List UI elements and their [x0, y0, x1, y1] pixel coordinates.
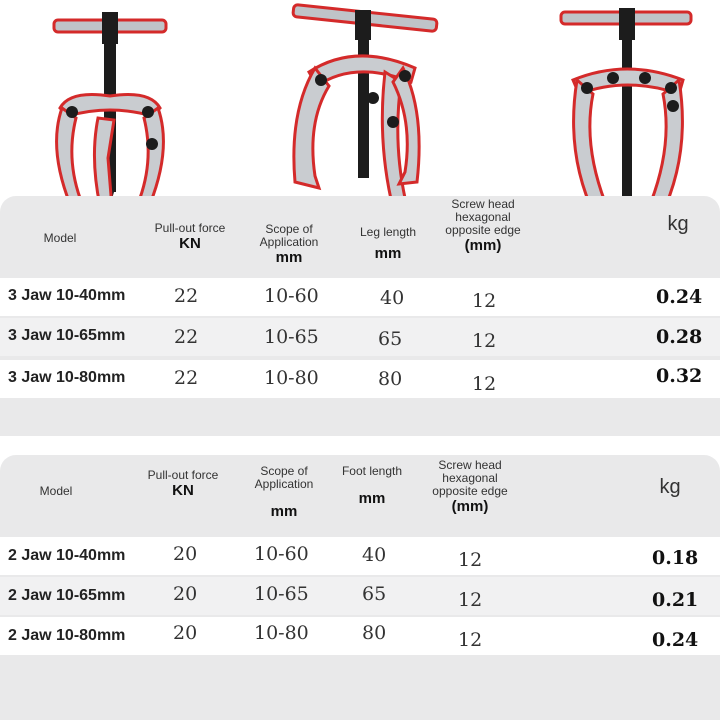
- table-row: [0, 617, 720, 655]
- header-scope: Scope of Application mm: [259, 222, 319, 266]
- row-force: 20: [173, 583, 198, 605]
- header-weight: kg: [667, 213, 689, 235]
- table-row: [0, 318, 720, 356]
- row-screw: 12: [458, 629, 483, 651]
- table-row: [0, 537, 720, 575]
- row-force: 22: [174, 326, 199, 348]
- header-screw-head: Screw head hexagonal opposite edge (mm): [432, 458, 508, 515]
- row-force: 22: [174, 285, 199, 307]
- row-weight: 0.32: [656, 365, 703, 387]
- row-weight: 0.24: [652, 629, 699, 651]
- product-images: [0, 0, 720, 215]
- header-model: Model: [43, 231, 77, 245]
- header-model: Model: [39, 484, 73, 498]
- row-leg: 40: [362, 544, 387, 566]
- row-scope: 10-80: [254, 622, 309, 644]
- row-scope: 10-60: [264, 285, 319, 307]
- three-jaw-spec-table: [0, 196, 720, 436]
- row-model: 2 Jaw 10-65mm: [8, 587, 126, 604]
- row-scope: 10-65: [264, 326, 319, 348]
- header-screw-head: Screw head hexagonal opposite edge (mm): [445, 197, 521, 254]
- row-model: 3 Jaw 10-80mm: [8, 369, 126, 386]
- row-model: 2 Jaw 10-80mm: [8, 627, 126, 644]
- table-row: [0, 360, 720, 398]
- row-screw: 12: [458, 549, 483, 571]
- row-leg: 65: [378, 328, 403, 350]
- three-jaw-puller-large-image: [555, 4, 705, 219]
- row-force: 22: [174, 367, 199, 389]
- row-model: 3 Jaw 10-65mm: [8, 327, 126, 344]
- header-scope: Scope of Application mm: [254, 464, 314, 520]
- row-leg: 65: [362, 583, 387, 605]
- row-leg: 80: [362, 622, 387, 644]
- row-force: 20: [173, 543, 198, 565]
- row-weight: 0.18: [652, 547, 699, 569]
- two-jaw-spec-table: [0, 455, 720, 720]
- row-screw: 12: [472, 290, 497, 312]
- row-scope: 10-80: [264, 367, 319, 389]
- row-force: 20: [173, 622, 198, 644]
- header-leg-length: Leg length mm: [359, 225, 417, 262]
- row-weight: 0.28: [656, 326, 703, 348]
- header-pull-out-force: Pull-out force KN: [147, 468, 219, 499]
- row-model: 2 Jaw 10-40mm: [8, 547, 126, 564]
- header-foot-length: Foot length mm: [341, 464, 403, 507]
- row-model: 3 Jaw 10-40mm: [8, 287, 126, 304]
- row-weight: 0.21: [652, 589, 699, 611]
- three-jaw-puller-small-image: [40, 8, 180, 218]
- header-pull-out-force: Pull-out force KN: [154, 221, 226, 252]
- row-leg: 80: [378, 368, 403, 390]
- three-jaw-puller-medium-image: [285, 2, 445, 217]
- table-row: [0, 577, 720, 615]
- row-weight: 0.24: [656, 286, 703, 308]
- row-scope: 10-65: [254, 583, 309, 605]
- row-screw: 12: [472, 373, 497, 395]
- row-screw: 12: [458, 589, 483, 611]
- header-weight: kg: [659, 476, 681, 498]
- table-row: [0, 278, 720, 316]
- row-screw: 12: [472, 330, 497, 352]
- row-leg: 40: [380, 287, 405, 309]
- row-scope: 10-60: [254, 543, 309, 565]
